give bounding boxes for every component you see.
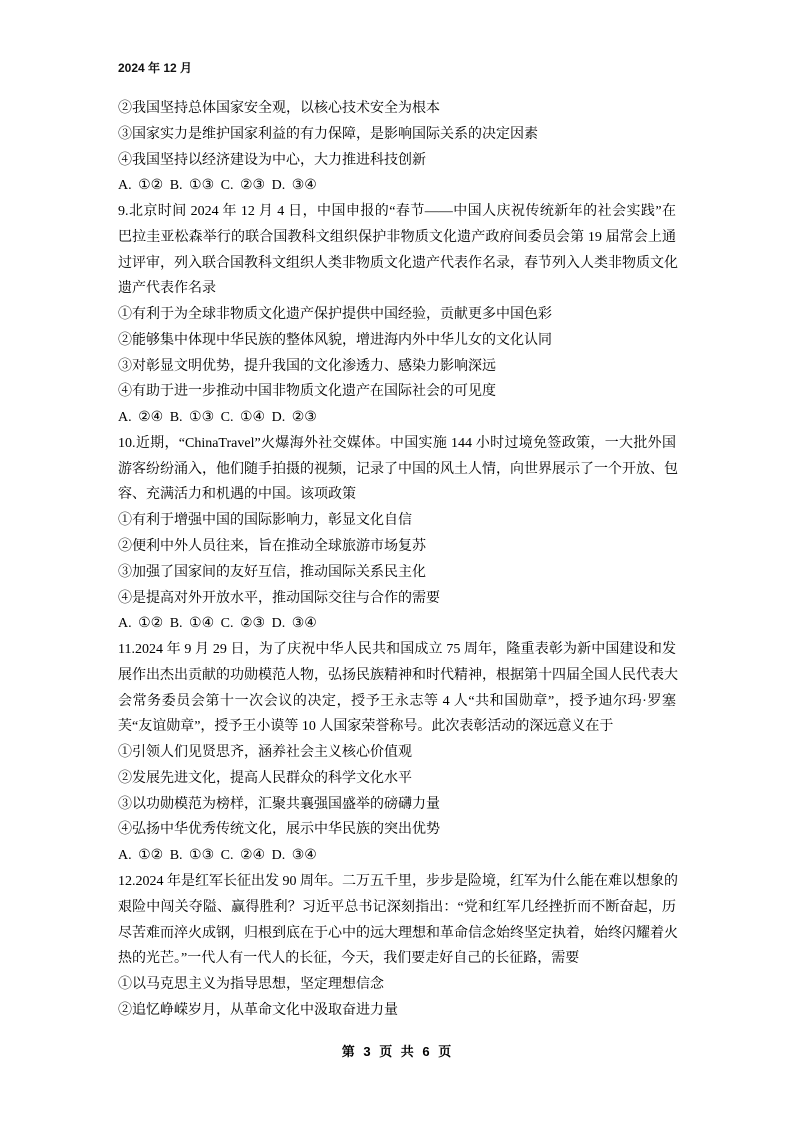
option-item: ②便利中外人员往来，旨在推动全球旅游市场复苏 — [118, 539, 426, 555]
question-stem-line: 11.2024 年 9 月 29 日，为了庆祝中华人民共和国成立 75 周年，隆重表彰为新中国建设和发 — [118, 642, 676, 658]
option-item: ③加强了国家间的友好互信，推动国际关系民主化 — [118, 564, 426, 580]
question-stem-line: 芙“友谊勋章”，授予王小谟等 10 人国家荣誉称号。此次表彰活动的深远意义在于 — [118, 719, 614, 735]
page-number: 第 3 页 共 6 页 — [341, 1044, 453, 1059]
question-stem-line: 9.北京时间 2024 年 12 月 4 日，中国申报的“春节——中国人庆祝传统新年的社会实践”在 — [118, 204, 676, 220]
option-item: ③以功勋模范为榜样，汇聚共襄强国盛举的磅礴力量 — [118, 796, 440, 812]
question-stem-line: 热的光芒。”一代人有一代人的长征，今天，我们要走好自己的长征路，需要 — [118, 951, 580, 967]
option-item: ①有利于增强中国的国际影响力，彰显文化自信 — [118, 513, 412, 529]
question-content — [118, 96, 676, 1024]
option-item: ④弘扬中华优秀传统文化，展示中华民族的突出优势 — [118, 822, 440, 838]
question-stem-line: 游客纷纷涌入，他们随手拍摄的视频，记录了中国的风土人情，向世界展示了一个开放、包 — [118, 461, 678, 477]
option-item: ①有利于为全球非物质文化遗产保护提供中国经验，贡献更多中国色彩 — [118, 307, 552, 323]
question-stem-line: 过评审，列入联合国教科文组织人类非物质文化遗产代表作名录，春节列入人类非物质文化 — [118, 255, 678, 271]
answer-choices: A. ②④ B. ①③ C. ①④ D. ②③ — [118, 410, 317, 426]
answer-choices: A. ①② B. ①③ C. ②④ D. ③④ — [118, 848, 317, 864]
question-8-continued — [118, 96, 676, 199]
question-stem-line: 巴拉圭亚松森举行的联合国教科文组织保护非物质文化遗产政府间委员会第 19 届常会上通 — [118, 229, 676, 245]
question-stem-line: 遗产代表作名录 — [118, 281, 216, 297]
header-date: 2024 年 12 月 — [118, 61, 193, 75]
question-stem-line: 12.2024 年是红军长征出发 90 周年。二万五千里，步步是险境，红军为什么能在难以想象的 — [118, 873, 678, 889]
question-11 — [118, 637, 676, 869]
option-item: ②能够集中体现中华民族的整体风貌，增进海内外中华儿女的文化认同 — [118, 332, 552, 348]
question-stem-line: 艰险中闯关夺隘、赢得胜利？习近平总书记深刻指出：“党和红军几经挫折而不断奋起，历 — [118, 899, 676, 915]
option-item: ③对彰显文明优势，提升我国的文化渗透力、感染力影响深远 — [118, 358, 496, 374]
option-item: ①以马克思主义为指导思想，坚定理想信念 — [118, 977, 384, 993]
answer-choices: A. ①② B. ①③ C. ②③ D. ③④ — [118, 178, 317, 194]
answer-choices: A. ①② B. ①④ C. ②③ D. ③④ — [118, 616, 317, 632]
question-10 — [118, 431, 676, 637]
option-item: ④有助于进一步推动中国非物质文化遗产在国际社会的可见度 — [118, 384, 496, 400]
option-item: ④我国坚持以经济建设为中心，大力推进科技创新 — [118, 152, 426, 168]
option-item: ④是提高对外开放水平，推动国际交往与合作的需要 — [118, 590, 440, 606]
question-stem-line: 展作出杰出贡献的功勋模范人物，弘扬民族精神和时代精神，根据第十四届全国人民代表大 — [118, 667, 678, 683]
question-stem-line: 容、充满活力和机遇的中国。该项政策 — [118, 487, 356, 503]
question-12 — [118, 869, 676, 1024]
option-item: ③国家实力是维护国家利益的有力保障，是影响国际关系的决定因素 — [118, 126, 538, 142]
question-stem-line: 会常务委员会第十一次会议的决定，授予王永志等 4 人“共和国勋章”，授予迪尔玛·罗塞 — [118, 693, 676, 709]
question-stem-line: 10.近期，“ChinaTravel”火爆海外社交媒体。中国实施 144 小时过境免签政策，一大批外国 — [118, 435, 676, 451]
question-stem-line: 尽苦难而淬火成钢，归根到底在于心中的远大理想和革命信念始终坚定执着，始终闪耀着火 — [118, 925, 678, 941]
option-item: ②我国坚持总体国家安全观，以核心技术安全为根本 — [118, 101, 440, 116]
question-9 — [118, 199, 676, 431]
option-item: ①引领人们见贤思齐，涵养社会主义核心价值观 — [118, 745, 412, 761]
option-item: ②追忆峥嵘岁月，从革命文化中汲取奋进力量 — [118, 1002, 398, 1018]
option-item: ②发展先进文化，提高人民群众的科学文化水平 — [118, 770, 412, 786]
